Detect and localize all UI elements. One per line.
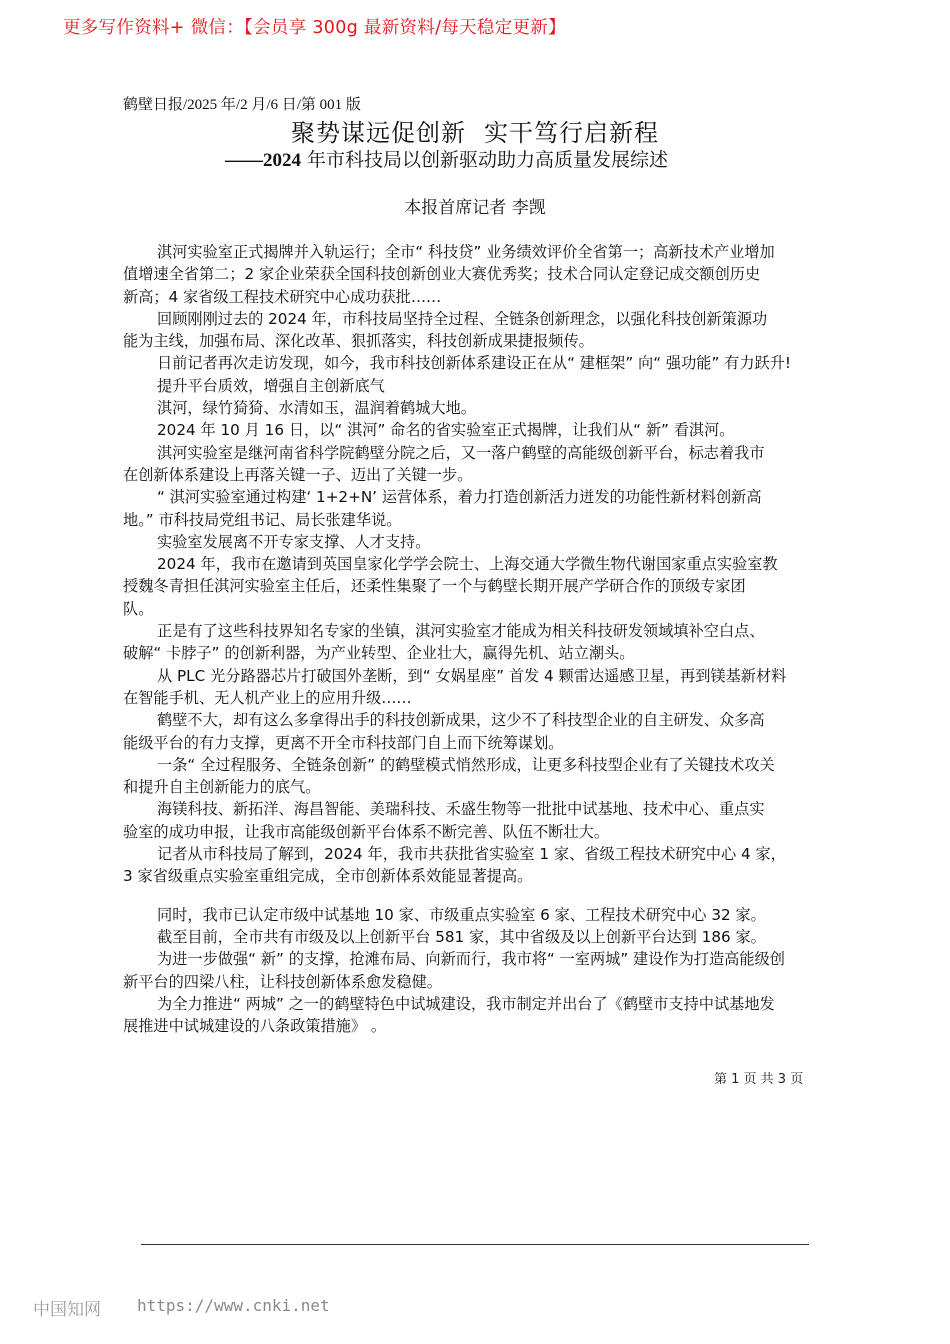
article-body [123,241,838,1037]
paragraph-line: 提升平台质效，增强自主创新底气 [157,376,385,395]
paragraph-line: 淇河实验室是继河南省科学院鹤壁分院之后，又一落户鹤壁的高能级创新平台，标志着我市 [157,443,765,462]
paragraph-line: 和提升自主创新能力的底气。 [123,778,321,797]
paragraph-line: 能级平台的有力支撑，更离不开全市科技部门自上而下统筹谋划。 [123,733,564,752]
paragraph-line: 2024 年，我市在邀请到英国皇家化学学会院士、上海交通大学微生物代谢国家重点实验室教 [157,555,778,574]
paragraph-line: 实验室发展离不开专家支撑、人才支持。 [157,532,431,551]
article-paragraph [123,843,838,888]
article-paragraph [123,620,838,665]
article-title-part1: 聚势谋远促创新 [291,119,466,147]
paragraph-line: 为进一步做强“ 新” 的支撑，抢滩布局、向新而行，我市将“ 一室两城” 建设作为打造高能级创 [157,950,785,969]
paragraph-line: 截至目前，全市共有市级及以上创新平台 581 家，其中省级及以上创新平台达到 186 家。 [157,927,766,946]
paragraph-line: 新高；4 家省级工程技术研究中心成功获批…… [123,287,442,306]
article-byline: 本报首席记者 李觊 [404,198,546,218]
footer-brand-logo: 中国知网 [33,1300,101,1320]
article-paragraph [123,352,838,374]
paragraph-line: 一条“ 全过程服务、全链条创新” 的鹤壁模式悄然形成，让更多科技型企业有了关键技术攻关 [157,755,775,774]
paragraph-line: 在创新体系建设上再落关键一子、迈出了关键一步。 [123,465,473,484]
article-paragraph [123,948,838,993]
article-paragraph [123,665,838,710]
paragraph-line: 记者从市科技局了解到，2024 年，我市共获批省实验室 1 家、省级工程技术研究中心 4 家， [157,845,786,864]
article-paragraph [123,993,838,1038]
paragraph-line: 破解“ 卡脖子” 的创新利器，为产业转型、企业壮大，赢得先机、站立潮头。 [123,644,635,663]
article-paragraph [123,397,838,419]
paragraph-line: 2024 年 10 月 16 日，以“ 淇河” 命名的省实验室正式揭牌，让我们从“ 新” 看淇河。 [157,421,735,440]
article-title [0,113,950,148]
paragraph-line: 验室的成功申报，让我市高能级创新平台体系不断完善、队伍不断壮大。 [123,822,609,841]
paragraph-line: 在智能手机、无人机产业上的应用升级…… [123,688,412,707]
article-paragraph [123,442,838,487]
paragraph-line: 同时，我市已认定市级中试基地 10 家、市级重点实验室 6 家、工程技术研究中心 32 家。 [157,905,766,924]
article-paragraph [123,798,838,843]
paragraph-line: 日前记者再次走访发现，如今，我市科技创新体系建设正在从“ 建框架” 向“ 强功能” 有力跃升! [157,354,791,373]
paragraph-line: 队。 [123,599,154,618]
subtitle-text: 年市科技局以创新驱动助力高质量发展综述 [301,149,669,171]
paragraph-line: 淇河实验室正式揭牌并入轨运行；全市“ 科技贷” 业务绩效评价全省第一；高新技术产业增加 [157,243,775,261]
paragraph-line: 新平台的四梁八柱，让科技创新体系愈发稳健。 [123,972,442,991]
article-paragraph [123,926,838,948]
article-title-part2: 实干笃行启新程 [484,119,659,147]
article-paragraph [123,486,838,531]
paragraph-line: 淇河，绿竹猗猗、水清如玉，温润着鹤城大地。 [157,399,476,418]
article-source-line: 鹤壁日报/2025 年/2 月/6 日/第 001 版 [123,97,361,113]
paragraph-line: “ 淇河实验室通过构建‘ 1+2+N’ 运营体系，着力打造创新活力迸发的功能性新材料创新高 [157,488,762,507]
article-paragraph [123,531,838,553]
footer-divider [141,1244,809,1245]
footer-url-link[interactable]: https://www.cnki.net [137,1296,330,1315]
subtitle-dash-year: ——2024 [225,150,301,171]
paragraph-line: 地。” 市科技局党组书记、局长张建华说。 [123,510,402,529]
paragraph-line: 从 PLC 光分路器芯片打破国外垄断，到“ 女娲星座” 首发 4 颗雷达遥感卫星，再到镁基新材料 [157,666,787,685]
paragraph-line: 正是有了这些科技界知名专家的坐镇，淇河实验室才能成为相关科技研发领域填补空白点、 [157,622,765,641]
paragraph-line: 授魏冬青担任淇河实验室主任后，还柔性集聚了一个与鹤壁长期开展产学研合作的顶级专家团 [123,577,746,596]
paragraph-line: 回顾刚刚过去的 2024 年，市科技局坚持全过程、全链条创新理念，以强化科技创新策源功 [157,309,768,328]
paragraph-line: 3 家省级重点实验室重组完成，全市创新体系效能显著提高。 [123,867,533,886]
article-paragraph [123,754,838,799]
page-indicator: 第 1 页 共 3 页 [714,1072,804,1087]
section-heading [123,375,838,397]
article-paragraph [123,308,838,353]
article-paragraph [123,709,838,754]
article-subtitle [225,145,668,172]
article-paragraph [123,904,838,926]
promo-banner: 更多写作资料+ 微信：【会员享 300g 最新资料/每天稳定更新】 [63,18,566,38]
paragraph-line: 展推进中试城建设的八条政策措施》 。 [123,1017,387,1036]
paragraph-line: 鹤壁不大，却有这么多拿得出手的科技创新成果，这少不了科技型企业的自主研发、众多高 [157,711,765,730]
article-paragraph [123,241,838,308]
paragraph-line: 能为主线，加强布局、深化改革、狠抓落实，科技创新成果捷报频传。 [123,332,594,351]
paragraph-spacer [123,888,838,904]
article-paragraph [123,419,838,441]
paragraph-line: 为全力推进“ 两城” 之一的鹤壁特色中试城建设，我市制定并出台了《鹤壁市支持中试基地发 [157,994,775,1013]
paragraph-line: 值增速全省第二；2 家企业荣获全国科技创新创业大赛优秀奖；技术合同认定登记成交额创历史 [123,265,761,284]
article-paragraph [123,553,838,620]
paragraph-line: 海镁科技、新拓洋、海昌智能、美瑞科技、禾盛生物等一批批中试基地、技术中心、重点实 [157,800,765,819]
